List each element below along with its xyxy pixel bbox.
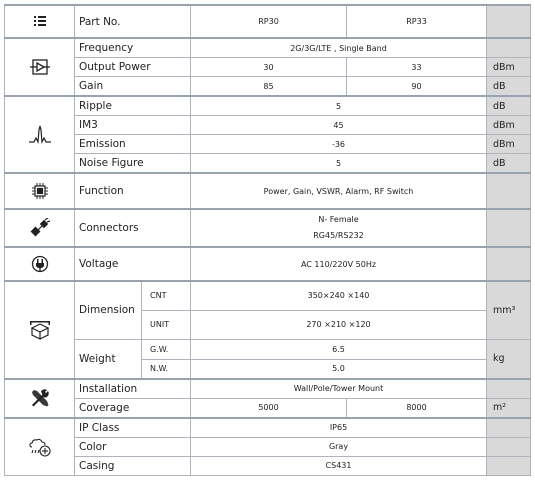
ip-class-value: IP65 — [191, 418, 487, 438]
frequency-row — [5, 38, 531, 58]
output-power-unit: dBm — [487, 58, 531, 77]
frequency-value: 2G/3G/LTE , Single Band — [191, 38, 487, 58]
casing-value: CS431 — [191, 456, 487, 475]
coverage-a: 5000 — [191, 398, 347, 418]
tools-icon — [5, 379, 75, 418]
weight-gw-value: 6.5 — [191, 339, 487, 359]
ripple-unit: dB — [487, 96, 531, 116]
unit-cell — [487, 173, 531, 209]
dimension-unit: mm³ — [487, 281, 531, 339]
gain-b: 90 — [347, 77, 487, 97]
dimension-cnt-value: 350×240 ×140 — [191, 281, 487, 310]
weight-nw-value: 5.0 — [191, 359, 487, 379]
dimension-cnt-label: CNT — [142, 281, 191, 310]
color-label: Color — [75, 437, 191, 456]
amplifier-icon — [5, 38, 75, 96]
spec-table — [4, 4, 531, 476]
connector-icon — [5, 209, 75, 247]
frequency-label: Frequency — [75, 38, 191, 58]
function-label: Function — [75, 173, 191, 209]
coverage-label: Coverage — [75, 398, 191, 418]
im3-row — [5, 116, 531, 135]
casing-row — [5, 456, 531, 475]
unit-cell — [487, 437, 531, 456]
connectors-value — [191, 209, 487, 247]
gain-a: 85 — [191, 77, 347, 97]
model-a: RP30 — [191, 5, 347, 38]
noise-figure-row — [5, 154, 531, 174]
noise-figure-label: Noise Figure — [75, 154, 191, 174]
voltage-row — [5, 247, 531, 281]
connectors-line-2: RG45/RS232 — [313, 231, 364, 240]
unit-cell — [487, 379, 531, 399]
color-value: Gray — [191, 437, 487, 456]
power-plug-icon — [5, 247, 75, 281]
unit-cell — [487, 5, 531, 38]
installation-row — [5, 379, 531, 399]
unit-cell — [487, 38, 531, 58]
weight-unit: kg — [487, 339, 531, 379]
gain-unit: dB — [487, 77, 531, 97]
coverage-unit: m² — [487, 398, 531, 418]
box-dimension-icon — [5, 281, 75, 379]
chip-icon — [5, 173, 75, 209]
voltage-label: Voltage — [75, 247, 191, 281]
emission-value: -36 — [191, 135, 487, 154]
weight-label: Weight — [75, 339, 142, 379]
output-power-a: 30 — [191, 58, 347, 77]
installation-value: Wall/Pole/Tower Mount — [191, 379, 487, 399]
model-b: RP33 — [347, 5, 487, 38]
output-power-b: 33 — [347, 58, 487, 77]
ip-class-row — [5, 418, 531, 438]
noise-figure-unit: dB — [487, 154, 531, 174]
unit-cell — [487, 247, 531, 281]
output-power-label: Output Power — [75, 58, 191, 77]
noise-figure-value: 5 — [191, 154, 487, 174]
ip-class-label: IP Class — [75, 418, 191, 438]
emission-row — [5, 135, 531, 154]
connectors-label: Connectors — [75, 209, 191, 247]
function-row — [5, 173, 531, 209]
emission-unit: dBm — [487, 135, 531, 154]
gain-row — [5, 77, 531, 97]
output-power-row — [5, 58, 531, 77]
ripple-row — [5, 96, 531, 116]
im3-unit: dBm — [487, 116, 531, 135]
coverage-b: 8000 — [347, 398, 487, 418]
installation-label: Installation — [75, 379, 191, 399]
function-value: Power, Gain, VSWR, Alarm, RF Switch — [191, 173, 487, 209]
emission-label: Emission — [75, 135, 191, 154]
dimension-cnt-row — [5, 281, 531, 310]
weather-icon — [5, 418, 75, 476]
dimension-unit-label: UNIT — [142, 310, 191, 339]
color-row — [5, 437, 531, 456]
unit-cell — [487, 209, 531, 247]
part-no-row — [5, 5, 531, 38]
ripple-value: 5 — [191, 96, 487, 116]
dimension-label: Dimension — [75, 281, 142, 339]
im3-value: 45 — [191, 116, 487, 135]
connectors-row — [5, 209, 531, 247]
dimension-unit-value: 270 ×210 ×120 — [191, 310, 487, 339]
weight-gw-row — [5, 339, 531, 359]
weight-nw-label: N.W. — [142, 359, 191, 379]
casing-label: Casing — [75, 456, 191, 475]
weight-gw-label: G.W. — [142, 339, 191, 359]
unit-cell — [487, 456, 531, 475]
unit-cell — [487, 418, 531, 438]
ripple-label: Ripple — [75, 96, 191, 116]
im3-label: IM3 — [75, 116, 191, 135]
part-no-label: Part No. — [75, 5, 191, 38]
voltage-value: AC 110/220V 50Hz — [191, 247, 487, 281]
waveform-icon — [5, 96, 75, 173]
coverage-row — [5, 398, 531, 418]
gain-label: Gain — [75, 77, 191, 97]
connectors-line-1: N- Female — [318, 215, 359, 224]
list-icon — [5, 5, 75, 38]
